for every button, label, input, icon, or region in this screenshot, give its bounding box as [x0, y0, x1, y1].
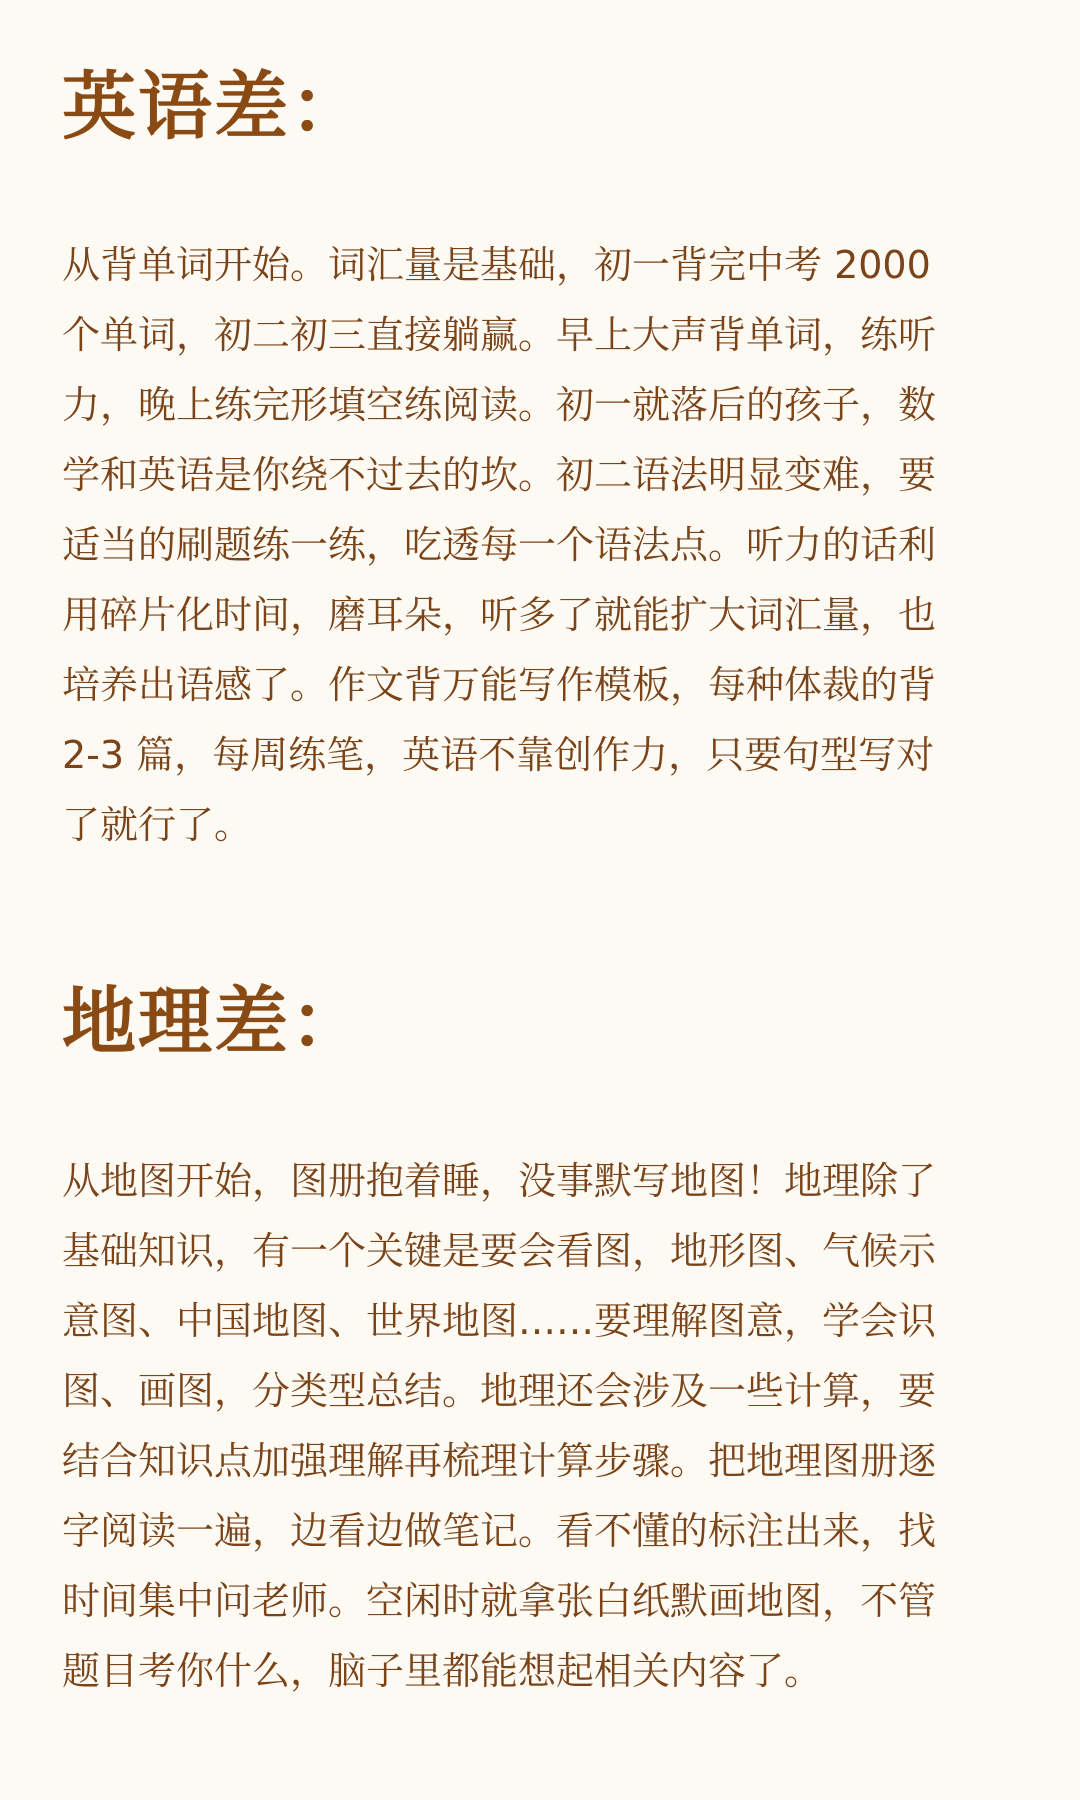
- english-section-title: 英语差：: [62, 64, 366, 150]
- geography-section-title: 地理差：: [62, 979, 366, 1065]
- geography-section-paragraph: 从地图开始，图册抱着睡，没事默写地图！地理除了 基础知识，有一个关键是要会看图，地形图、气候示 意图、中国地图、世界地图……要理解图意，学会识 图、画图，分类型总结。地理还会涉及一些计算，要 结合知识点加强理解再梳理计算步骤。把地理图册逐 字阅读一遍，边看边做笔记。看不懂的标注出来，找 时间集中问老师。空闲时就拿张白纸默画地图，不管 题目考你什么，脑子里都能想起相关内容了。: [62, 1159, 937, 1693]
- english-section-paragraph: 从背单词开始。词汇量是基础，初一背完中考 2000 个单词，初二初三直接躺赢。早上大声背单词，练听 力，晚上练完形填空练阅读。初一就落后的孩子，数 学和英语是你绕不过去的坎。初二语法明显变难，要 适当的刷题练一练，吃透每一个语法点。听力的话利 用碎片化时间，磨耳朵，听多了就能扩大词汇量，也 培养出语感了。作文背万能写作模板，每种体裁的背 2-3 篇，每周练笔，英语不靠创作力，只要句型写对 了就行了。: [62, 243, 937, 847]
